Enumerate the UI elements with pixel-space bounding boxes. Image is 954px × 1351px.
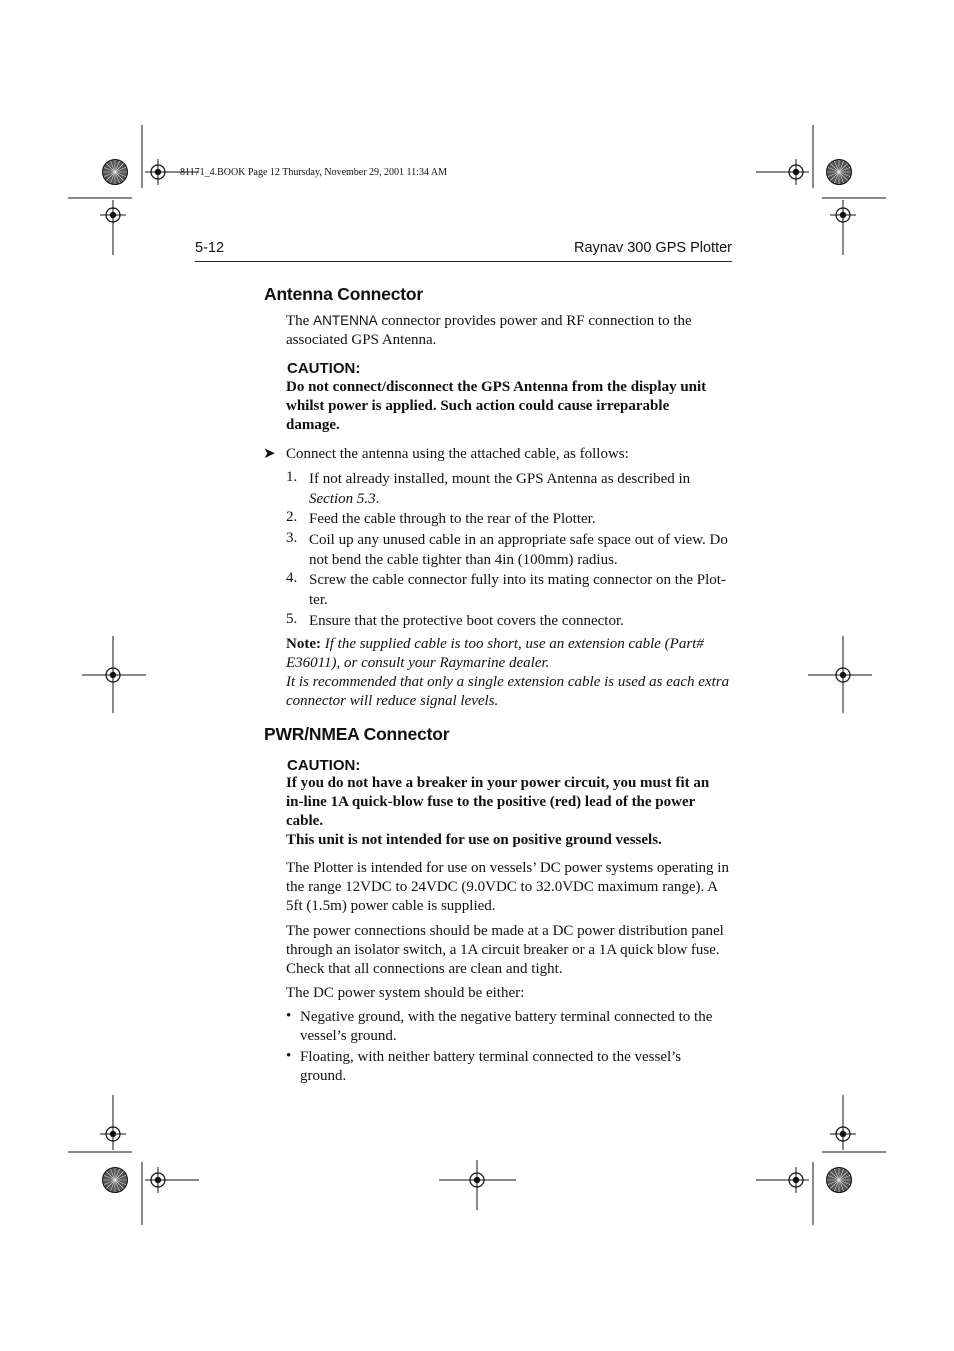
step-number: 3. xyxy=(286,530,298,546)
bullet-item: Negative ground, with the negative battery terminal connected to the vessel’s ground. xyxy=(300,1009,713,1044)
running-header-title: Raynav 300 GPS Plotter xyxy=(574,240,732,256)
pwr-caution-text: If you do not have a breaker in your power circuit, you must fit an in-line 1A quick-blow fuse to the positive (red) lead of the power cable. This unit is not intended for use on positive ground vessels. xyxy=(286,775,710,848)
antenna-intro-paragraph xyxy=(286,311,733,350)
bullet-icon: • xyxy=(286,1008,292,1024)
step-text: If not already installed, mount the GPS Antenna as described in Section 5.3. xyxy=(309,471,691,507)
antenna-note: Note: If the supplied cable is too short, use an extension cable (Part# E36011), or consult your Raymarine dealer. It is recommended that only a single extension cable is used as each extra connector will reduce signal levels. xyxy=(286,636,730,709)
step-number: 4. xyxy=(286,570,298,586)
pwr-paragraph-3: The DC power system should be either: xyxy=(286,985,525,1001)
page-number: 5-12 xyxy=(195,240,225,256)
step-text: Screw the cable connector fully into its mating connector on the Plot- ter. xyxy=(309,572,726,608)
step-number: 1. xyxy=(286,469,298,485)
step-number: 2. xyxy=(286,509,298,525)
antenna-intro-line-1: The ANTENNA connector provides power and RF connection to the xyxy=(286,313,692,329)
procedure-intro: Connect the antenna using the attached cable, as follows: xyxy=(286,446,629,462)
antenna-keyword: ANTENNA xyxy=(313,313,378,328)
procedure-arrow-icon: ➤ xyxy=(263,446,276,462)
bullet-icon: • xyxy=(286,1048,292,1064)
step-text: Coil up any unused cable in an appropriate safe space out of view. Do not bend the cable tighter than 4in (100mm) radius. xyxy=(309,532,728,568)
book-slug-line: 81171_4.BOOK Page 12 Thursday, November 29, 2001 11:34 AM xyxy=(180,167,448,178)
pwr-paragraph-1: The Plotter is intended for use on vessels’ DC power systems operating in the range 12VDC to 24VDC (9.0VDC to 32.0VDC maximum range). A 5ft (1.5m) power cable is supplied. xyxy=(286,860,729,914)
header-rule xyxy=(195,261,732,262)
section-reference: Section 5.3 xyxy=(309,491,376,507)
antenna-caution-label: CAUTION: xyxy=(287,360,361,377)
antenna-intro-line-2: associated GPS Antenna. xyxy=(286,332,437,348)
note-label: Note: xyxy=(286,636,321,652)
antenna-caution-text: Do not connect/disconnect the GPS Antenna from the display unit whilst power is applied. Such action could cause irreparable damage. xyxy=(286,379,707,433)
bullet-item: Floating, with neither battery terminal connected to the vessel’s ground. xyxy=(300,1049,682,1084)
section-heading-antenna: Antenna Connector xyxy=(264,284,423,304)
section-heading-pwr-nmea: PWR/NMEA Connector xyxy=(264,724,450,744)
pwr-caution-label: CAUTION: xyxy=(287,757,361,774)
step-text: Feed the cable through to the rear of the Plotter. xyxy=(309,511,596,527)
step-number: 5. xyxy=(286,611,298,627)
pwr-paragraph-2: The power connections should be made at a DC power distribution panel through an isolator switch, a 1A circuit breaker or a 1A quick blow fuse. Check that all connections are clean and tight. xyxy=(286,923,724,977)
step-text: Ensure that the protective boot covers the connector. xyxy=(309,613,624,629)
